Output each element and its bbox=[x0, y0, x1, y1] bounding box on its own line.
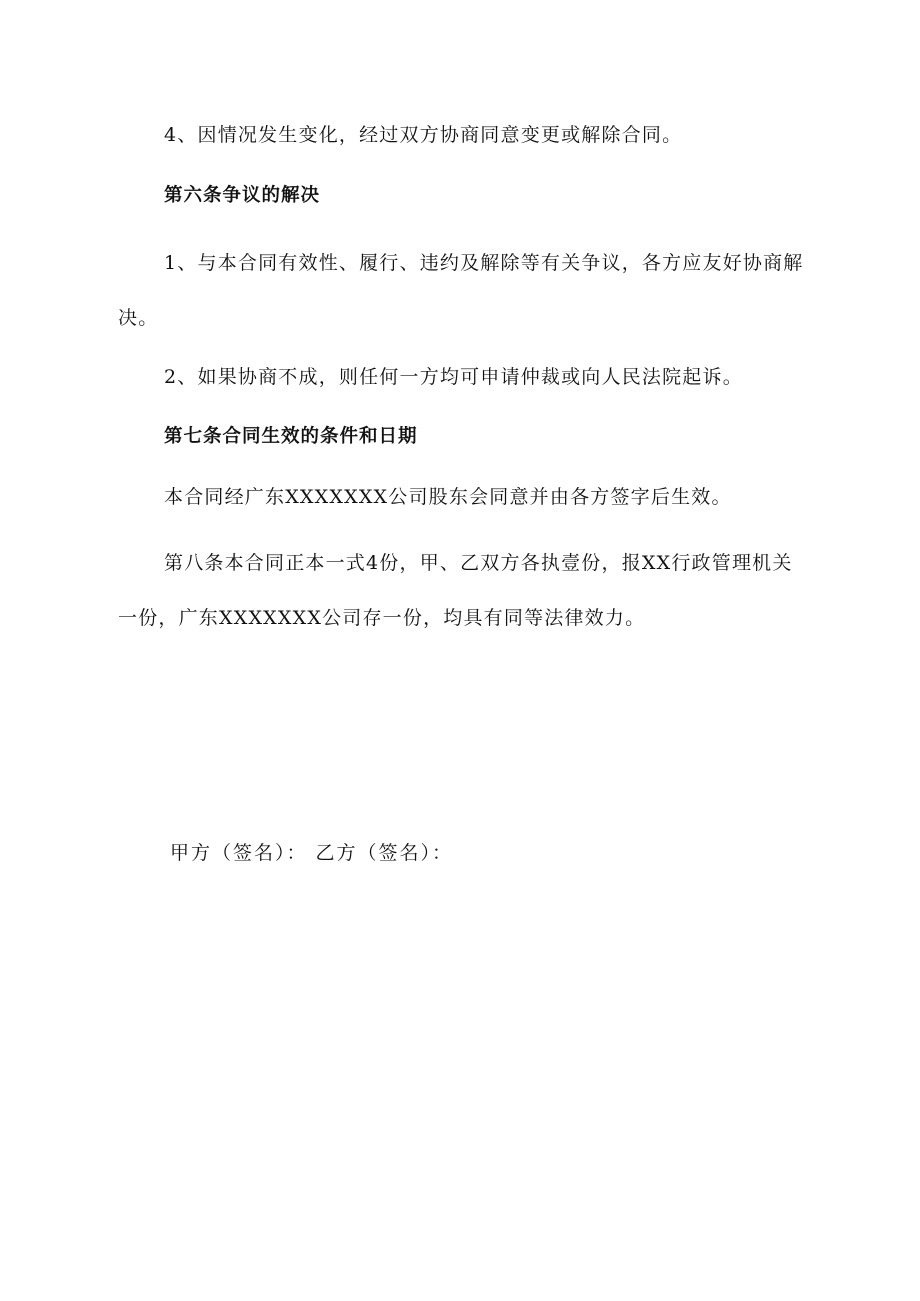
article-7-heading: 第七条合同生效的条件和日期 bbox=[164, 426, 418, 447]
clause-6-paragraph-2: 2、如果协商不成，则任何一方均可申请仲裁或向人民法院起诉。 bbox=[164, 366, 743, 388]
clause-paragraph-4: 4、因情况发生变化，经过双方协商同意变更或解除合同。 bbox=[164, 124, 683, 146]
clause-6-paragraph-1: 1、与本合同有效性、履行、违约及解除等有关争议，各方应友好协商解决。 bbox=[118, 252, 804, 329]
article-8-paragraph: 第八条本合同正本一式4份，甲、乙双方各执壹份，报XX行政管理机关一份，广东XXXXXXX公司存一份，均具有同等法律效力。 bbox=[118, 552, 793, 629]
signature-line: 甲方（签名）： 乙方（签名）： bbox=[170, 842, 454, 864]
article-6-heading: 第六条争议的解决 bbox=[164, 185, 321, 206]
clause-7-paragraph: 本合同经广东XXXXXXX公司股东会同意并由各方签字后生效。 bbox=[164, 486, 732, 508]
